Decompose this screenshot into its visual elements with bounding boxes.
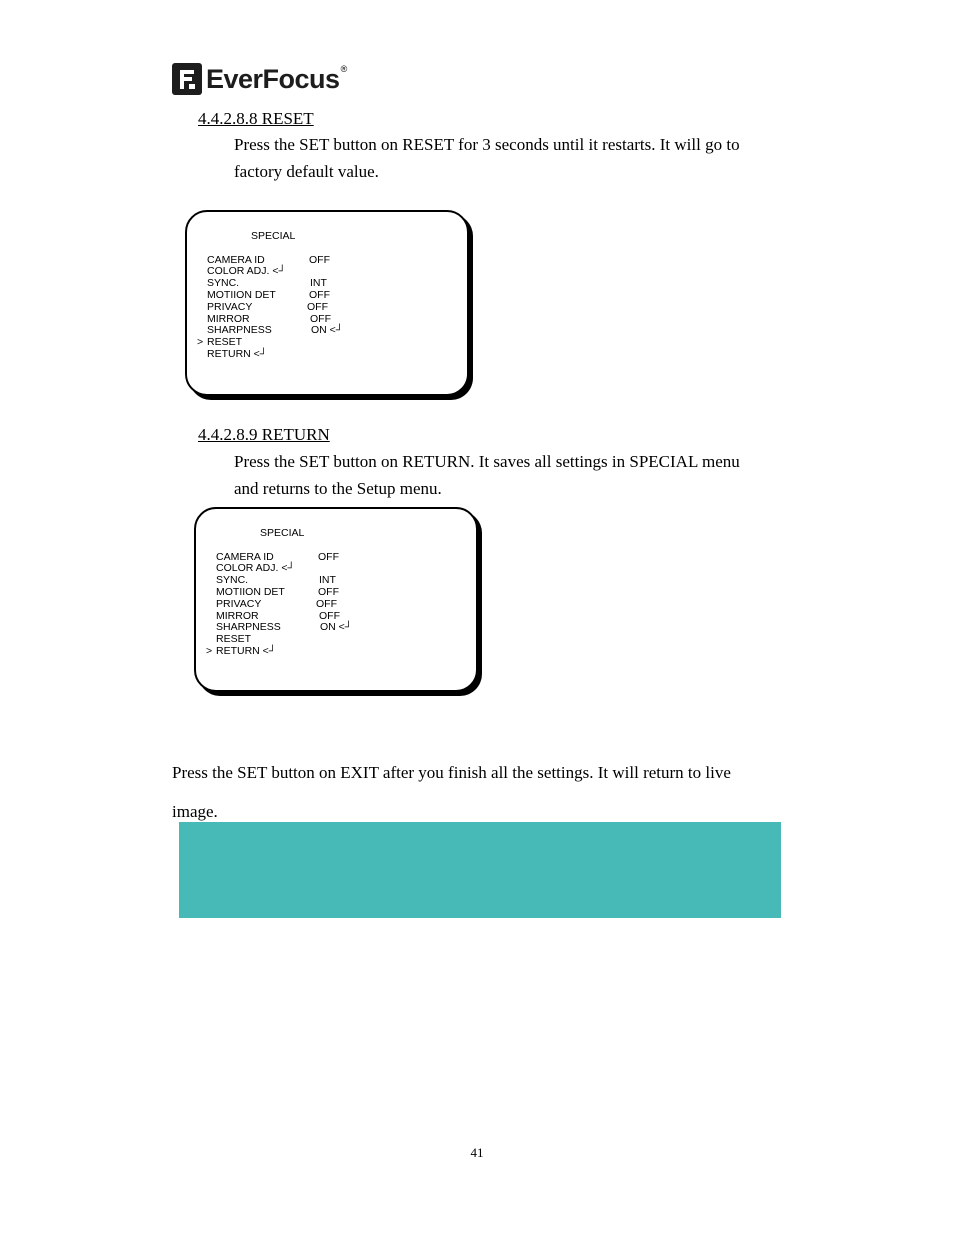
registered-mark: ® bbox=[340, 64, 348, 74]
body-line: and returns to the Setup menu. bbox=[234, 478, 442, 498]
section-heading-return: 4.4.2.8.9 RETURN bbox=[198, 425, 330, 444]
body-line: factory default value. bbox=[234, 161, 379, 181]
section-body-return bbox=[234, 449, 740, 502]
accent-bar bbox=[179, 822, 781, 918]
page-number: 41 bbox=[470, 1145, 484, 1160]
everfocus-logo bbox=[171, 61, 347, 97]
body-line: Press the SET button on EXIT after you finish all the settings. It will return to live bbox=[172, 763, 731, 782]
osd-menu-return: SPECIAL CAMERA ID OFF COLOR ADJ. <┘ SYNC. INT MOTIION DET OFF PRIVACY OFF MIRROR OFF SHARPNESS ON <┘ RESET > RETURN <┘ bbox=[194, 507, 478, 692]
osd-menu-title: SPECIAL bbox=[251, 230, 296, 242]
body-line: Press the SET button on RETURN. It saves all settings in SPECIAL menu bbox=[234, 452, 740, 471]
osd-menu-reset: SPECIAL CAMERA ID OFF COLOR ADJ. <┘ SYNC. INT MOTIION DET OFF PRIVACY OFF MIRROR OFF SHARPNESS ON <┘ > RESET RETURN <┘ bbox=[185, 210, 469, 396]
osd-cursor: > bbox=[197, 336, 204, 348]
body-line: Press the SET button on RESET for 3 seconds until it restarts. It will go to bbox=[234, 135, 740, 154]
osd-menu-title: SPECIAL bbox=[260, 527, 305, 539]
osd-cursor: > bbox=[206, 645, 213, 657]
closing-paragraph bbox=[172, 753, 731, 831]
body-line: image. bbox=[172, 802, 218, 821]
section-heading-reset: 4.4.2.8.8 RESET bbox=[198, 109, 314, 128]
logo-wordmark: EverFocus bbox=[206, 64, 340, 94]
logo-mark-icon bbox=[171, 62, 203, 96]
section-body-reset bbox=[234, 132, 740, 185]
